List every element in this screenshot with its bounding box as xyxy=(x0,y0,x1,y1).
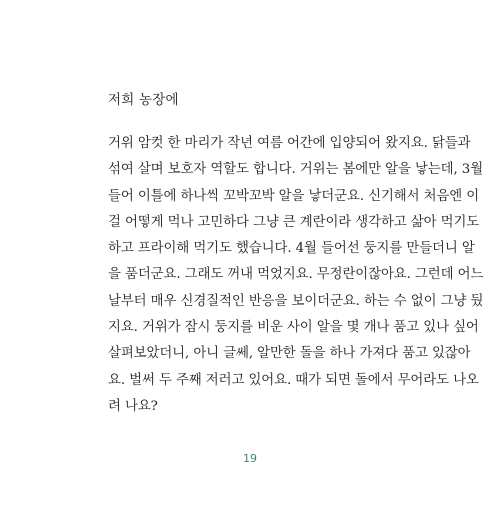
paragraph-line: 거위 암컷 한 마리가 작년 여름 어간에 입양되어 왔지요. 닭들과 xyxy=(108,136,471,151)
page-number: 19 xyxy=(243,452,257,465)
paragraph-line: 하고 프라이해 먹기도 했습니다. 4월 들어선 둥지를 만들더니 알 xyxy=(108,241,475,257)
paragraph-line: 을 품더군요. 그래도 꺼내 먹었지요. 무정란이잖아요. 그런데 어느 xyxy=(108,267,484,283)
paragraph-line: 날부터 매우 신경질적인 반응을 보이더군요. 하는 수 없이 그냥 뒀 xyxy=(108,293,484,309)
paragraph-line: 걸 어떻게 먹나 고민하다 그냥 큰 계란이라 생각하고 삶아 먹기도 xyxy=(108,214,480,230)
section-heading: 저희 농장에 xyxy=(108,92,179,108)
paragraph-line: 요. 벌써 두 주째 저러고 있어요. 때가 되면 돌에서 무어라도 나오 xyxy=(108,372,479,388)
paragraph-line: 들어 이틀에 하나씩 꼬박꼬박 알을 낳더군요. 신기해서 처음엔 이 xyxy=(108,188,480,204)
paragraph-line: 살펴보았더니, 아니 글쎄, 알만한 돌을 하나 가져다 품고 있잖아 xyxy=(108,346,471,362)
paragraph-line: 섞여 살며 보호자 역할도 합니다. 거위는 봄에만 알을 낳는데, 3월 xyxy=(108,162,484,178)
paragraph-line: 지요. 거위가 잠시 둥지를 비운 사이 알을 몇 개나 품고 있나 싶어 xyxy=(108,320,479,336)
body-paragraph xyxy=(108,131,484,420)
paragraph-line-last: 려 나요? xyxy=(108,398,158,414)
